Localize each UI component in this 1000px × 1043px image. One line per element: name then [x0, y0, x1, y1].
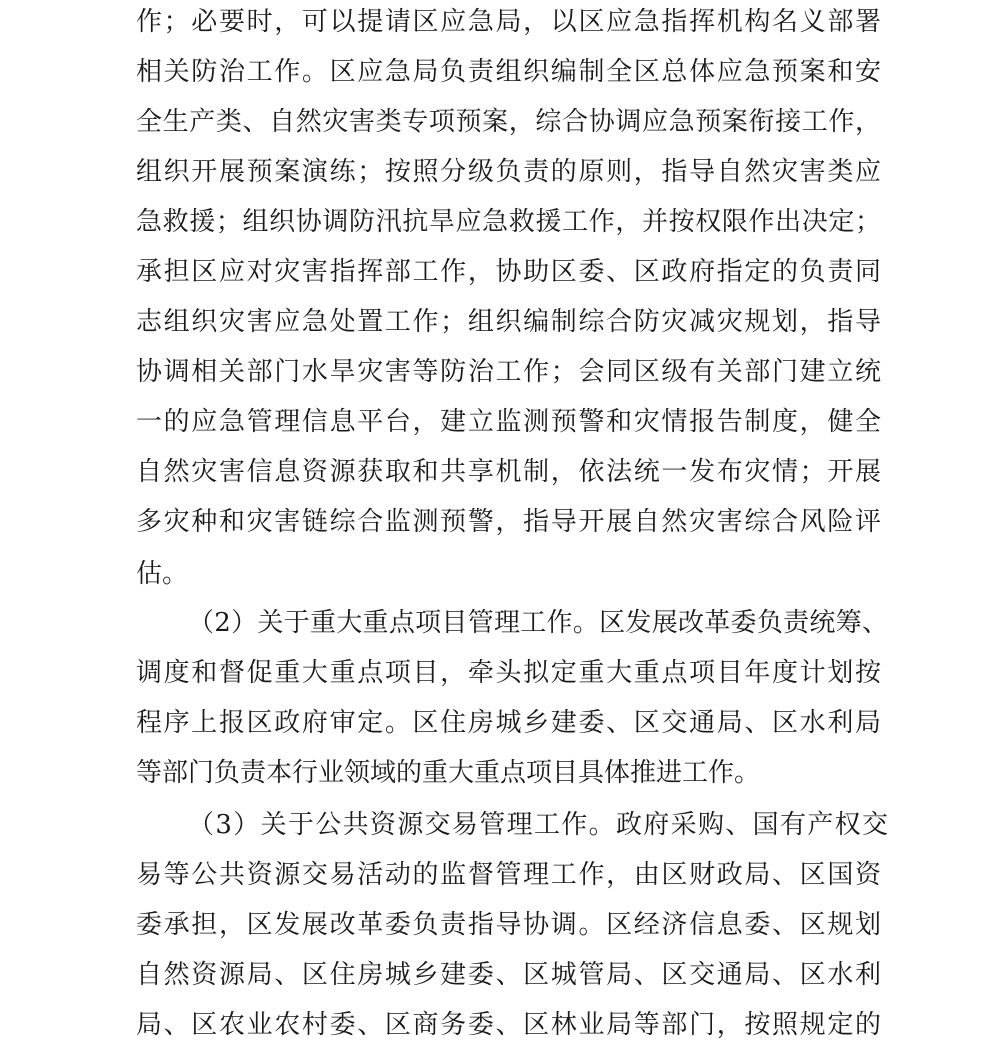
- text-line: 急救援；组织协调防汛抗旱应急救援工作，并按权限作出决定；: [136, 207, 881, 237]
- text-line: 多灾种和灾害链综合监测预警，指导开展自然灾害综合风险评: [136, 507, 881, 537]
- text-line: 承担区应对灾害指挥部工作，协助区委、区政府指定的负责同: [136, 257, 881, 287]
- text-line: 志组织灾害应急处置工作；组织编制综合防灾减灾规划，指导: [136, 307, 881, 337]
- paragraph-heading-line: （2）关于重大重点项目管理工作。区发展改革委负责统筹、: [188, 608, 888, 638]
- text-line: 协调相关部门水旱灾害等防治工作；会同区级有关部门建立统: [136, 357, 881, 387]
- paragraph-heading-line: （3）关于公共资源交易管理工作。政府采购、国有产权交: [188, 810, 888, 840]
- text-line: 程序上报区政府审定。区住房城乡建委、区交通局、区水利局: [136, 708, 881, 738]
- text-line: 作；必要时，可以提请区应急局，以区应急指挥机构名义部署: [136, 7, 881, 37]
- text-line: 局、区农业农村委、区商务委、区林业局等部门，按照规定的: [136, 1010, 881, 1040]
- text-line: 易等公共资源交易活动的监督管理工作，由区财政局、区国资: [136, 860, 881, 890]
- text-line: 组织开展预案演练；按照分级负责的原则，指导自然灾害类应: [136, 157, 881, 187]
- text-line: 调度和督促重大重点项目，牵头拟定重大重点项目年度计划按: [136, 658, 881, 688]
- text-line: 等部门负责本行业领域的重大重点项目具体推进工作。: [136, 758, 761, 788]
- text-line: 自然资源局、区住房城乡建委、区城管局、区交通局、区水利: [136, 960, 881, 990]
- text-line: 自然灾害信息资源获取和共享机制，依法统一发布灾情；开展: [136, 457, 881, 487]
- text-line: 一的应急管理信息平台，建立监测预警和灾情报告制度，健全: [136, 407, 881, 437]
- text-line: 全生产类、自然灾害类专项预案，综合协调应急预案衔接工作，: [136, 107, 881, 137]
- text-line: 委承担，区发展改革委负责指导协调。区经济信息委、区规划: [136, 910, 881, 940]
- text-line: 相关防治工作。区应急局负责组织编制全区总体应急预案和安: [136, 57, 881, 87]
- text-line: 估。: [136, 559, 189, 589]
